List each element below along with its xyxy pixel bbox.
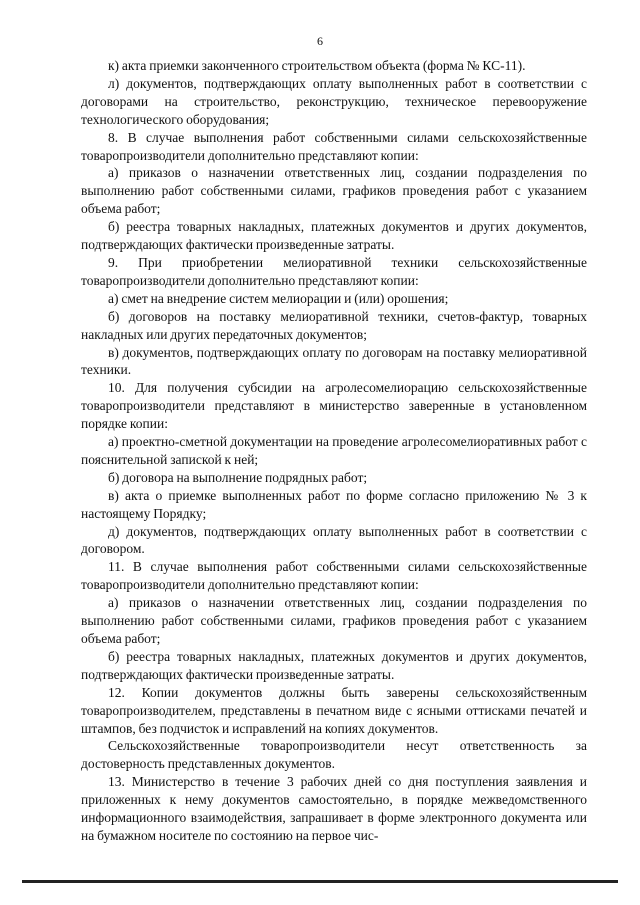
document-body [81, 57, 587, 845]
paragraph-l-payment-docs: л) документов, подтверждающих оплату выполненных работ в соответствии с договорами на строительство, реконструкцию, техническое перевооружение технологического оборудования; [81, 75, 587, 127]
paragraph-clause-13: 13. Министерство в течение 3 рабочих дней со дня поступления заявления и приложенных к нему документов самостоятельно, в порядке межведомственного информационного взаимодействия, запрашивает в форме электронного документа или на бумажном носителе по состоянию на первое чис- [81, 774, 587, 843]
paragraph-clause-8: 8. В случае выполнения работ собственными силами сельскохозяйственные товаропроизводители дополнительно представляют копии: [81, 129, 587, 163]
paragraph-9c-payment: в) документов, подтверждающих оплату по договорам на поставку мелиоративной техники. [81, 344, 587, 378]
paragraph-clause-9: 9. При приобретении мелиоративной техники сельскохозяйственные товаропроизводители дополнительно представляют копии: [81, 254, 587, 288]
paragraph-k-act-ks11: к) акта приемки законченного строительством объекта (форма № КС-11). [108, 58, 526, 73]
paragraph-10b-contract: б) договора на выполнение подрядных работ; [108, 469, 368, 485]
paragraph-clause-11: 11. В случае выполнения работ собственными силами сельскохозяйственные товаропроизводители дополнительно представляют копии: [81, 559, 587, 593]
bottom-rule [22, 880, 618, 883]
paragraph-responsibility: Сельскохозяйственные товаропроизводители несут ответственность за достоверность представленных документов. [81, 738, 587, 772]
paragraph-11a-orders: а) приказов о назначении ответственных лиц, создании подразделения по выполнению работ собственными силами, графиков проведения работ с указанием объема работ; [81, 595, 587, 646]
paragraph-8b-registry: б) реестра товарных накладных, платежных документов и других документов, подтверждающих фактически произведенные затраты. [81, 219, 587, 253]
paragraph-9b-contracts: б) договоров на поставку мелиоративной техники, счетов-фактур, товарных накладных или других передаточных документов; [81, 308, 587, 342]
paragraph-clause-10: 10. Для получения субсидии на агролесомелиорацию сельскохозяйственные товаропроизводители представляют в министерство заверенные в установленном порядке копии: [81, 380, 587, 432]
paragraph-11b-registry: б) реестра товарных накладных, платежных документов и других документов, подтверждающих фактически произведенные затраты. [81, 648, 587, 682]
page-number: 6 [317, 34, 323, 48]
paragraph-9a-estimates: а) смет на внедрение систем мелиорации и (или) орошения; [108, 290, 449, 306]
paragraph-8a-orders: а) приказов о назначении ответственных лиц, создании подразделения по выполнению работ собственными силами, графиков проведения работ с указанием объема работ; [81, 165, 587, 217]
paragraph-10d-payment: д) документов, подтверждающих оплату выполненных работ в соответствии с договором. [81, 523, 587, 557]
paragraph-clause-12: 12. Копии документов должны быть заверены сельскохозяйственным товаропроизводителем, представлены в печатном виде с ясными оттисками печатей и штампов, без подчисток и исправлений на копиях документов. [81, 684, 587, 736]
paragraph-10c-act: в) акта о приемке выполненных работ по форме согласно приложению № 3 к настоящему Порядку; [81, 487, 587, 521]
paragraph-10a-design-docs: а) проектно-сметной документации на проведение агролесомелиоративных работ с пояснительной запиской к ней; [81, 434, 587, 467]
